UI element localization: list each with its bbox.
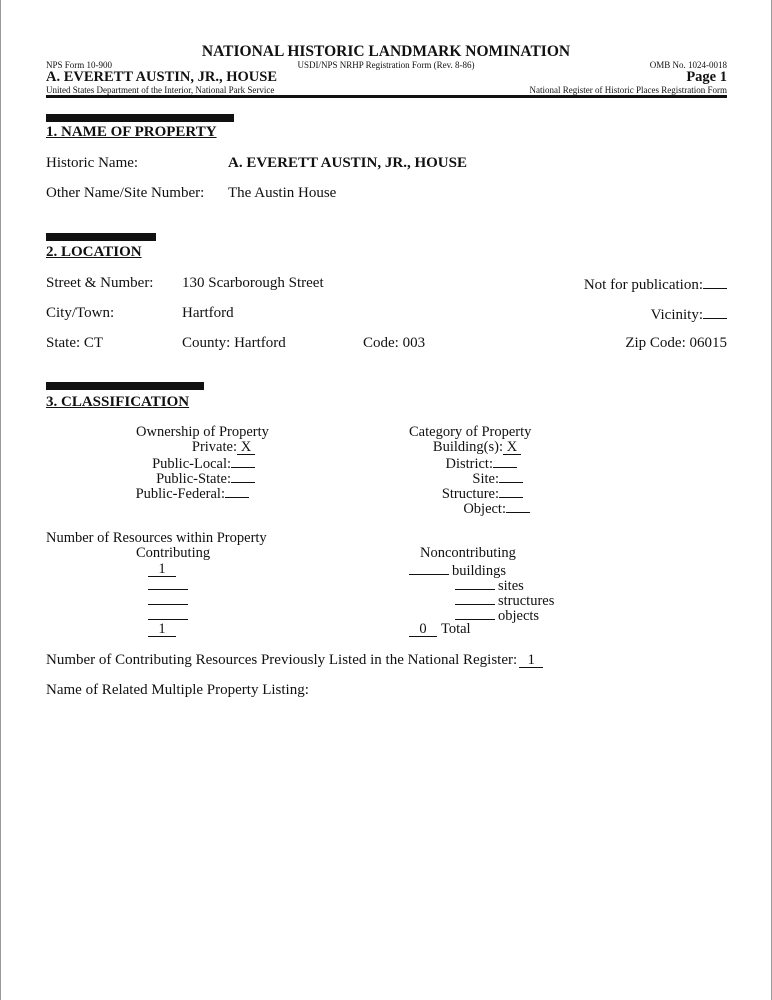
header-rule (46, 95, 727, 98)
page-number: Page 1 (686, 69, 727, 85)
structure-blank (499, 484, 523, 498)
noncontributing-sites-blank (455, 576, 495, 590)
public-federal-blank (225, 484, 249, 498)
section-1-bar (46, 114, 234, 122)
contributing-total (148, 621, 176, 638)
public-local-blank (231, 454, 255, 468)
object-label: Object: (463, 501, 506, 517)
noncontributing-buildings-blank (409, 561, 449, 575)
other-name-label: Other Name/Site Number: (46, 185, 205, 201)
noncontributing-objects-blank (455, 606, 495, 620)
public-local-label: Public-Local: (152, 456, 231, 472)
form-revision: USDI/NPS NRHP Registration Form (Rev. 8-86) (297, 60, 475, 70)
other-name-value: The Austin House (228, 185, 337, 201)
historic-name-label: Historic Name: (46, 155, 139, 171)
private-value: X (237, 441, 255, 455)
vicinity-blank (703, 305, 727, 319)
county: County: Hartford (182, 335, 286, 351)
vicinity-label: Vicinity: (650, 307, 703, 323)
zip-code: Zip Code: 06015 (625, 335, 727, 351)
noncontributing-structures-blank (455, 591, 495, 605)
not-for-publication-label: Not for publication: (583, 277, 703, 293)
district-label: District: (445, 456, 493, 472)
section-3-heading: 3. CLASSIFICATION (46, 394, 190, 410)
private-label: Private: (191, 439, 237, 455)
total-text: Total (441, 621, 471, 637)
ownership-heading: Ownership of Property (136, 424, 269, 440)
related-listing-label: Name of Related Multiple Property Listing: (46, 682, 309, 698)
buildings-value: X (503, 441, 521, 455)
noncontributing-heading: Noncontributing (420, 545, 516, 561)
code: Code: 003 (363, 335, 426, 351)
public-federal-label: Public-Federal: (135, 486, 225, 502)
contributing-heading: Contributing (136, 545, 211, 561)
form-number: NPS Form 10-900 (46, 60, 113, 70)
contributing-total-value: 1 (148, 623, 176, 637)
page-left-edge (0, 0, 1, 1000)
street-value: 130 Scarborough Street (182, 275, 324, 291)
vicinity (500, 305, 727, 324)
register-line: National Register of Historic Places Registration Form (529, 85, 727, 95)
sites-text: sites (498, 578, 524, 594)
site-blank (499, 469, 523, 483)
ownership-public-federal (100, 484, 249, 503)
contributing-buildings-value: 1 (148, 563, 176, 577)
state: State: CT (46, 335, 104, 351)
previously-listed-label: Number of Contributing Resources Previously Listed in the National Register: (46, 652, 518, 668)
section-3-bar (46, 382, 204, 390)
noncontributing-total (409, 621, 471, 638)
previously-listed-value: 1 (519, 654, 543, 668)
historic-name-value: A. EVERETT AUSTIN, JR., HOUSE (228, 155, 467, 171)
noncontributing-total-value: 0 (409, 623, 437, 637)
not-for-publication (500, 275, 727, 294)
section-2-heading: 2. LOCATION (46, 244, 142, 260)
public-state-label: Public-State: (156, 471, 231, 487)
omb-number: OMB No. 1024-0018 (649, 60, 727, 70)
site-label: Site: (472, 471, 499, 487)
object-blank (506, 499, 530, 513)
district-blank (493, 454, 517, 468)
category-heading: Category of Property (409, 424, 532, 440)
public-state-blank (231, 469, 255, 483)
resources-heading: Number of Resources within Property (46, 530, 267, 546)
property-name-header: A. EVERETT AUSTIN, JR., HOUSE (46, 69, 277, 85)
city-value: Hartford (182, 305, 234, 321)
contributing-structures-blank (148, 591, 188, 605)
structure-label: Structure: (441, 486, 499, 502)
section-2-bar (46, 233, 156, 241)
street-label: Street & Number: (46, 275, 154, 291)
agency-line: United States Department of the Interior, National Park Service (46, 85, 275, 95)
contributing-sites-blank (148, 576, 188, 590)
contributing-objects-blank (148, 606, 188, 620)
buildings-label: Building(s): (432, 439, 503, 455)
previously-listed (46, 652, 543, 669)
buildings-text: buildings (452, 563, 506, 579)
objects-text: objects (498, 608, 540, 624)
form-title: NATIONAL HISTORIC LANDMARK NOMINATION (201, 43, 571, 60)
not-for-publication-blank (703, 275, 727, 289)
category-object (380, 499, 530, 518)
structures-text: structures (498, 593, 555, 609)
section-1-heading: 1. NAME OF PROPERTY (46, 124, 217, 140)
city-label: City/Town: (46, 305, 115, 321)
